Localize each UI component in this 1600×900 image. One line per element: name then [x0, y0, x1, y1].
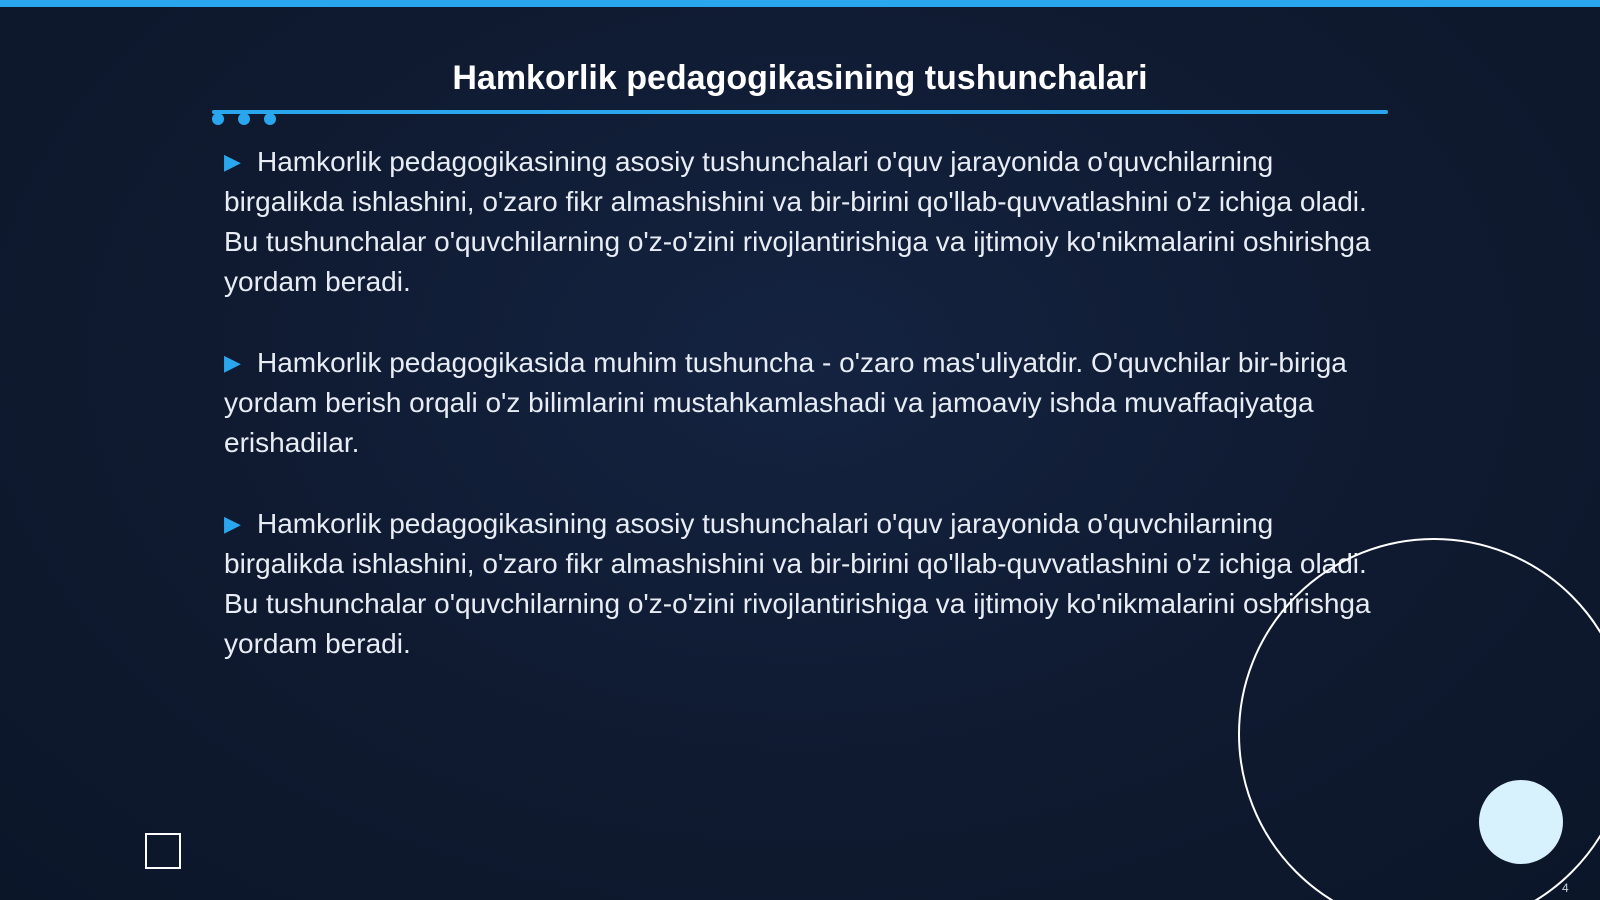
bullet-paragraph: [224, 142, 1384, 302]
paragraph-text: Hamkorlik pedagogikasining asosiy tushunchalari o'quv jarayonida o'quvchilarning birgalikda ishlashini, o'zaro fikr almashishini va bir-birini qo'llab-quvvatlashini o'z ichiga oladi. Bu tushunchalar o'quvchilarning o'z-o'zini rivojlantirishiga va ijtimoiy ko'nikmalarini oshirishga yordam beradi.: [224, 508, 1371, 659]
slide-body: [224, 142, 1384, 705]
square-outline-icon: [145, 833, 181, 869]
triangle-bullet-icon: ▶: [224, 149, 241, 174]
decor-dot: [238, 113, 250, 125]
slide-title: Hamkorlik pedagogikasining tushunchalari: [452, 59, 1148, 97]
decor-filled-circle: [1479, 780, 1563, 864]
decor-dot: [264, 113, 276, 125]
top-accent-bar: [0, 0, 1600, 7]
title-underline: [212, 110, 1388, 114]
triangle-bullet-icon: ▶: [224, 350, 241, 375]
bullet-paragraph: [224, 504, 1384, 664]
paragraph-text: Hamkorlik pedagogikasining asosiy tushunchalari o'quv jarayonida o'quvchilarning birgalikda ishlashini, o'zaro fikr almashishini va bir-birini qo'llab-quvvatlashini o'z ichiga oladi. Bu tushunchalar o'quvchilarning o'z-o'zini rivojlantirishiga va ijtimoiy ko'nikmalarini oshirishga yordam beradi.: [224, 146, 1371, 297]
page-number: 4: [1562, 881, 1569, 895]
bullet-paragraph: [224, 343, 1384, 463]
triangle-bullet-icon: ▶: [224, 511, 241, 536]
paragraph-text: Hamkorlik pedagogikasida muhim tushuncha - o'zaro mas'uliyatdir. O'quvchilar bir-biriga yordam berish orqali o'z bilimlarini mustahkamlashadi va jamoaviy ishda muvaffaqiyatga erishadilar.: [224, 347, 1347, 458]
decor-dot: [212, 113, 224, 125]
